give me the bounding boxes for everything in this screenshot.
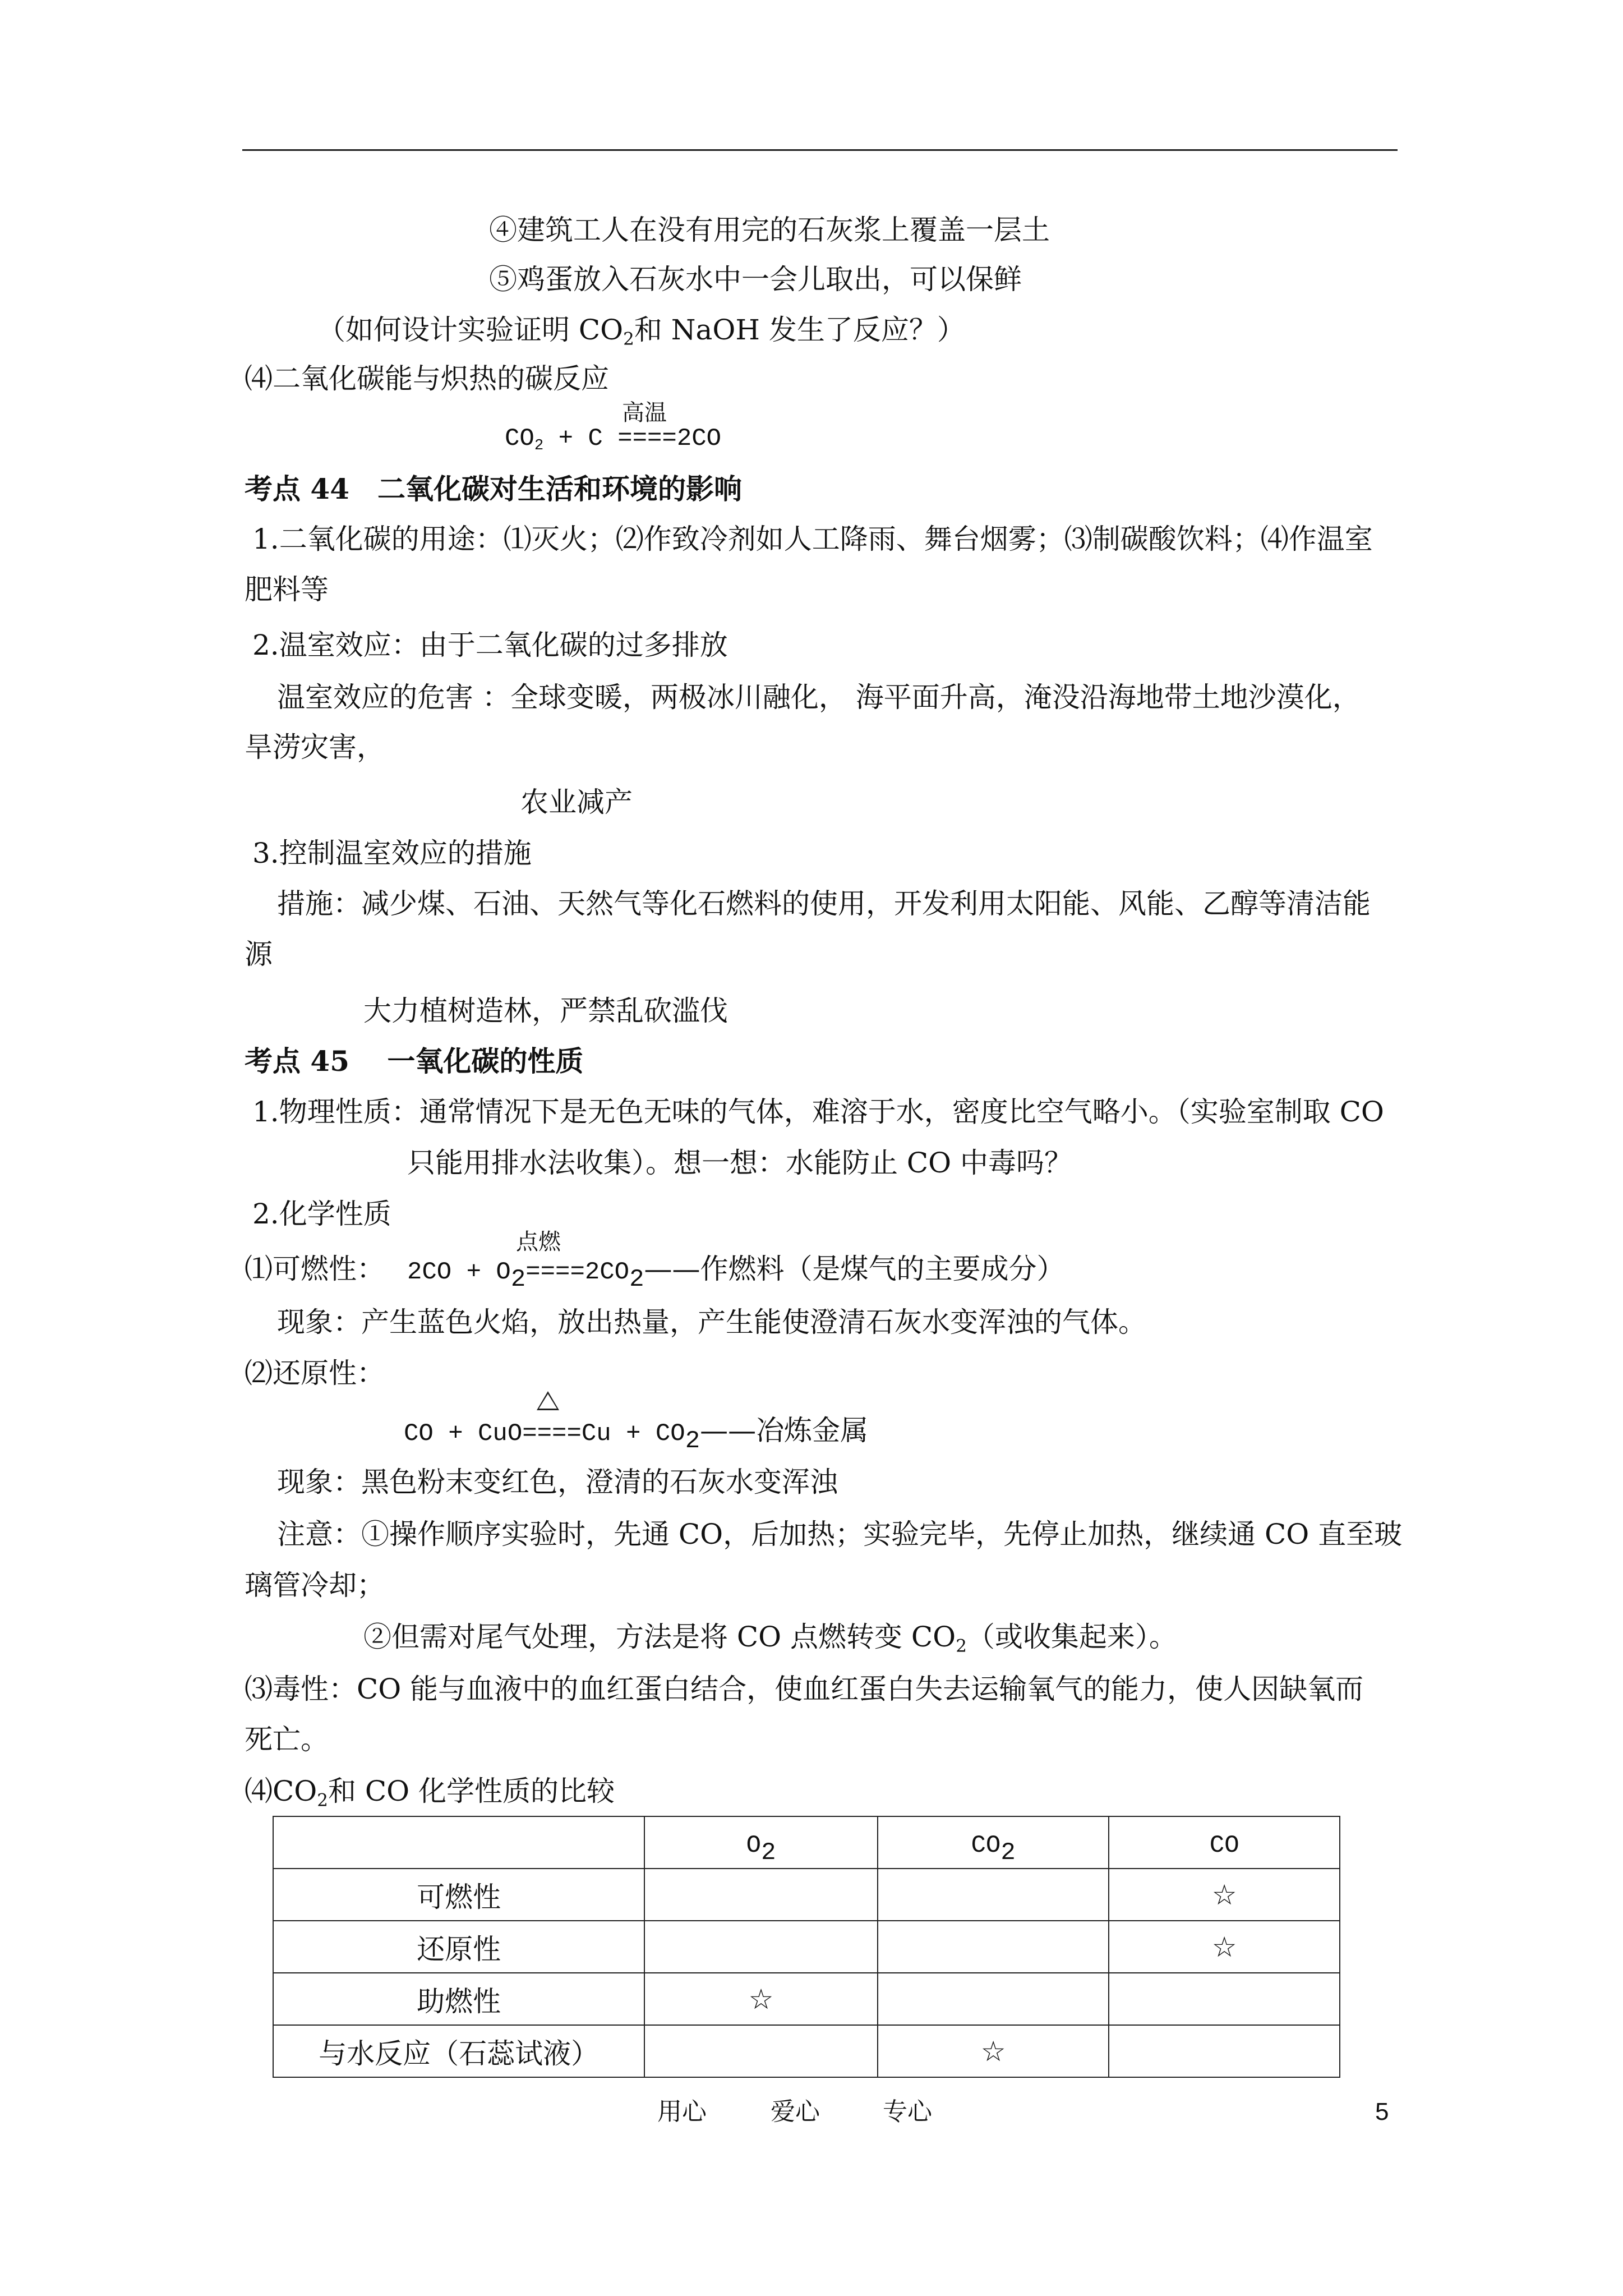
text-line: 璃管冷却；	[245, 1569, 385, 1602]
text-line: ⑤鸡蛋放入石灰水中一会儿取出，可以保鲜	[489, 263, 1022, 296]
text-line: 温室效应的危害 ：全球变暖，两极冰川融化， 海平面升高，淹没沿海地带土地沙漠化，	[277, 681, 1361, 714]
table-header-cell: $O_2$	[644, 1816, 878, 1869]
text-line: ④建筑工人在没有用完的石灰浆上覆盖一层土	[489, 214, 1050, 246]
table-cell	[644, 2025, 878, 2077]
equation-line: ⑴可燃性： $2CO + O_2====2CO_2——$作燃料（是煤气的主要成分）	[245, 1253, 1065, 1294]
text-line: 源	[245, 938, 273, 970]
text-line: 1.二氧化碳的用途：⑴灭火；⑵作致冷剂如人工降雨、舞台烟雾；⑶制碳酸饮料；⑷作温室	[252, 523, 1373, 555]
table-row	[273, 1921, 1340, 1973]
text-line: 大力植树造林，严禁乱砍滥伐	[363, 995, 728, 1027]
text-line: 现象：产生蓝色火焰，放出热量，产生能使澄清石灰水变浑浊的气体。	[277, 1306, 1146, 1338]
table-header-cell	[273, 1816, 644, 1869]
table-cell	[1109, 1973, 1340, 2025]
table-cell	[878, 1973, 1109, 2025]
table-cell: 与水反应（石蕊试液）	[273, 2025, 644, 2077]
text-line: 注意：①操作顺序实验时，先通 CO，后加热；实验完毕，先停止加热，继续通 CO 直至玻	[277, 1518, 1403, 1550]
text-line: （如何设计实验证明 $CO_2$和 NaOH 发生了反应？）	[317, 314, 965, 349]
text-line: 1.物理性质：通常情况下是无色无味的气体，难溶于水，密度比空气略小。（实验室制取 CO	[252, 1096, 1384, 1128]
footer-motto: 用心	[657, 2097, 707, 2126]
table-cell	[878, 1921, 1109, 1973]
table-row	[273, 2025, 1340, 2077]
footer-motto: 爱心	[771, 2097, 820, 2126]
text-line: 2.化学性质	[252, 1198, 391, 1230]
comparison-table	[273, 1816, 1340, 2078]
table-cell: 可燃性	[273, 1869, 644, 1921]
text-line: 农业减产	[520, 786, 633, 818]
text-line: ②但需对尾气处理，方法是将 CO 点燃转变 $CO_2$（或收集起来）。	[363, 1621, 1177, 1657]
table-header-cell: CO	[1109, 1816, 1340, 1869]
table-cell: ☆	[878, 2025, 1109, 2077]
table-cell	[644, 1921, 878, 1973]
equation-line: CO + $CuO====Cu + CO_2——$冶炼金属	[404, 1414, 869, 1456]
table-cell: ☆	[1109, 1869, 1340, 1921]
table-cell: 助燃性	[273, 1973, 644, 2025]
table-cell: 还原性	[273, 1921, 644, 1973]
table-cell	[878, 1869, 1109, 1921]
reaction-condition: 高温	[622, 400, 667, 426]
table-cell	[1109, 2025, 1340, 2077]
table-row	[273, 1869, 1340, 1921]
table-cell: ☆	[1109, 1921, 1340, 1973]
header-rule	[242, 149, 1398, 151]
text-line: 措施：减少煤、石油、天然气等化石燃料的使用，开发利用太阳能、风能、乙醇等清洁能	[277, 887, 1371, 920]
equation-line: $CO_2 + C ====2CO$	[505, 425, 722, 455]
table-cell	[644, 1869, 878, 1921]
table-header-cell: $CO_2$	[878, 1816, 1109, 1869]
page-number: 5	[1375, 2098, 1389, 2125]
section-heading: 考点 45 一氧化碳的性质	[245, 1045, 584, 1078]
text-line: 肥料等	[245, 573, 329, 606]
text-line: ⑶毒性：CO 能与血液中的血红蛋白结合，使血红蛋白失去运输氧气的能力，使人因缺氧而	[245, 1673, 1364, 1705]
text-line: 死亡。	[245, 1723, 329, 1756]
table-cell: ☆	[644, 1973, 878, 2025]
text-line: 3.控制温室效应的措施	[252, 837, 532, 869]
section-heading: 考点 44 二氧化碳对生活和环境的影响	[245, 472, 742, 505]
footer-motto: 专心	[883, 2097, 932, 2126]
table-header-row	[273, 1816, 1340, 1869]
table-row	[273, 1973, 1340, 2025]
heating-triangle-icon	[537, 1391, 559, 1410]
text-line: ⑷二氧化碳能与炽热的碳反应	[245, 362, 609, 395]
text-line: ⑵还原性：	[245, 1357, 385, 1389]
text-line: 2.温室效应：由于二氧化碳的过多排放	[252, 629, 728, 661]
text-line: 现象：黑色粉末变红色，澄清的石灰水变浑浊	[277, 1466, 838, 1498]
text-line: $⑷CO_2$和 CO 化学性质的比较	[245, 1775, 615, 1811]
text-line: 旱涝灾害，	[245, 731, 385, 763]
text-line: 只能用排水法收集）。想一想：水能防止 CO 中毒吗？	[407, 1147, 1073, 1179]
reaction-condition: 点燃	[516, 1229, 561, 1255]
